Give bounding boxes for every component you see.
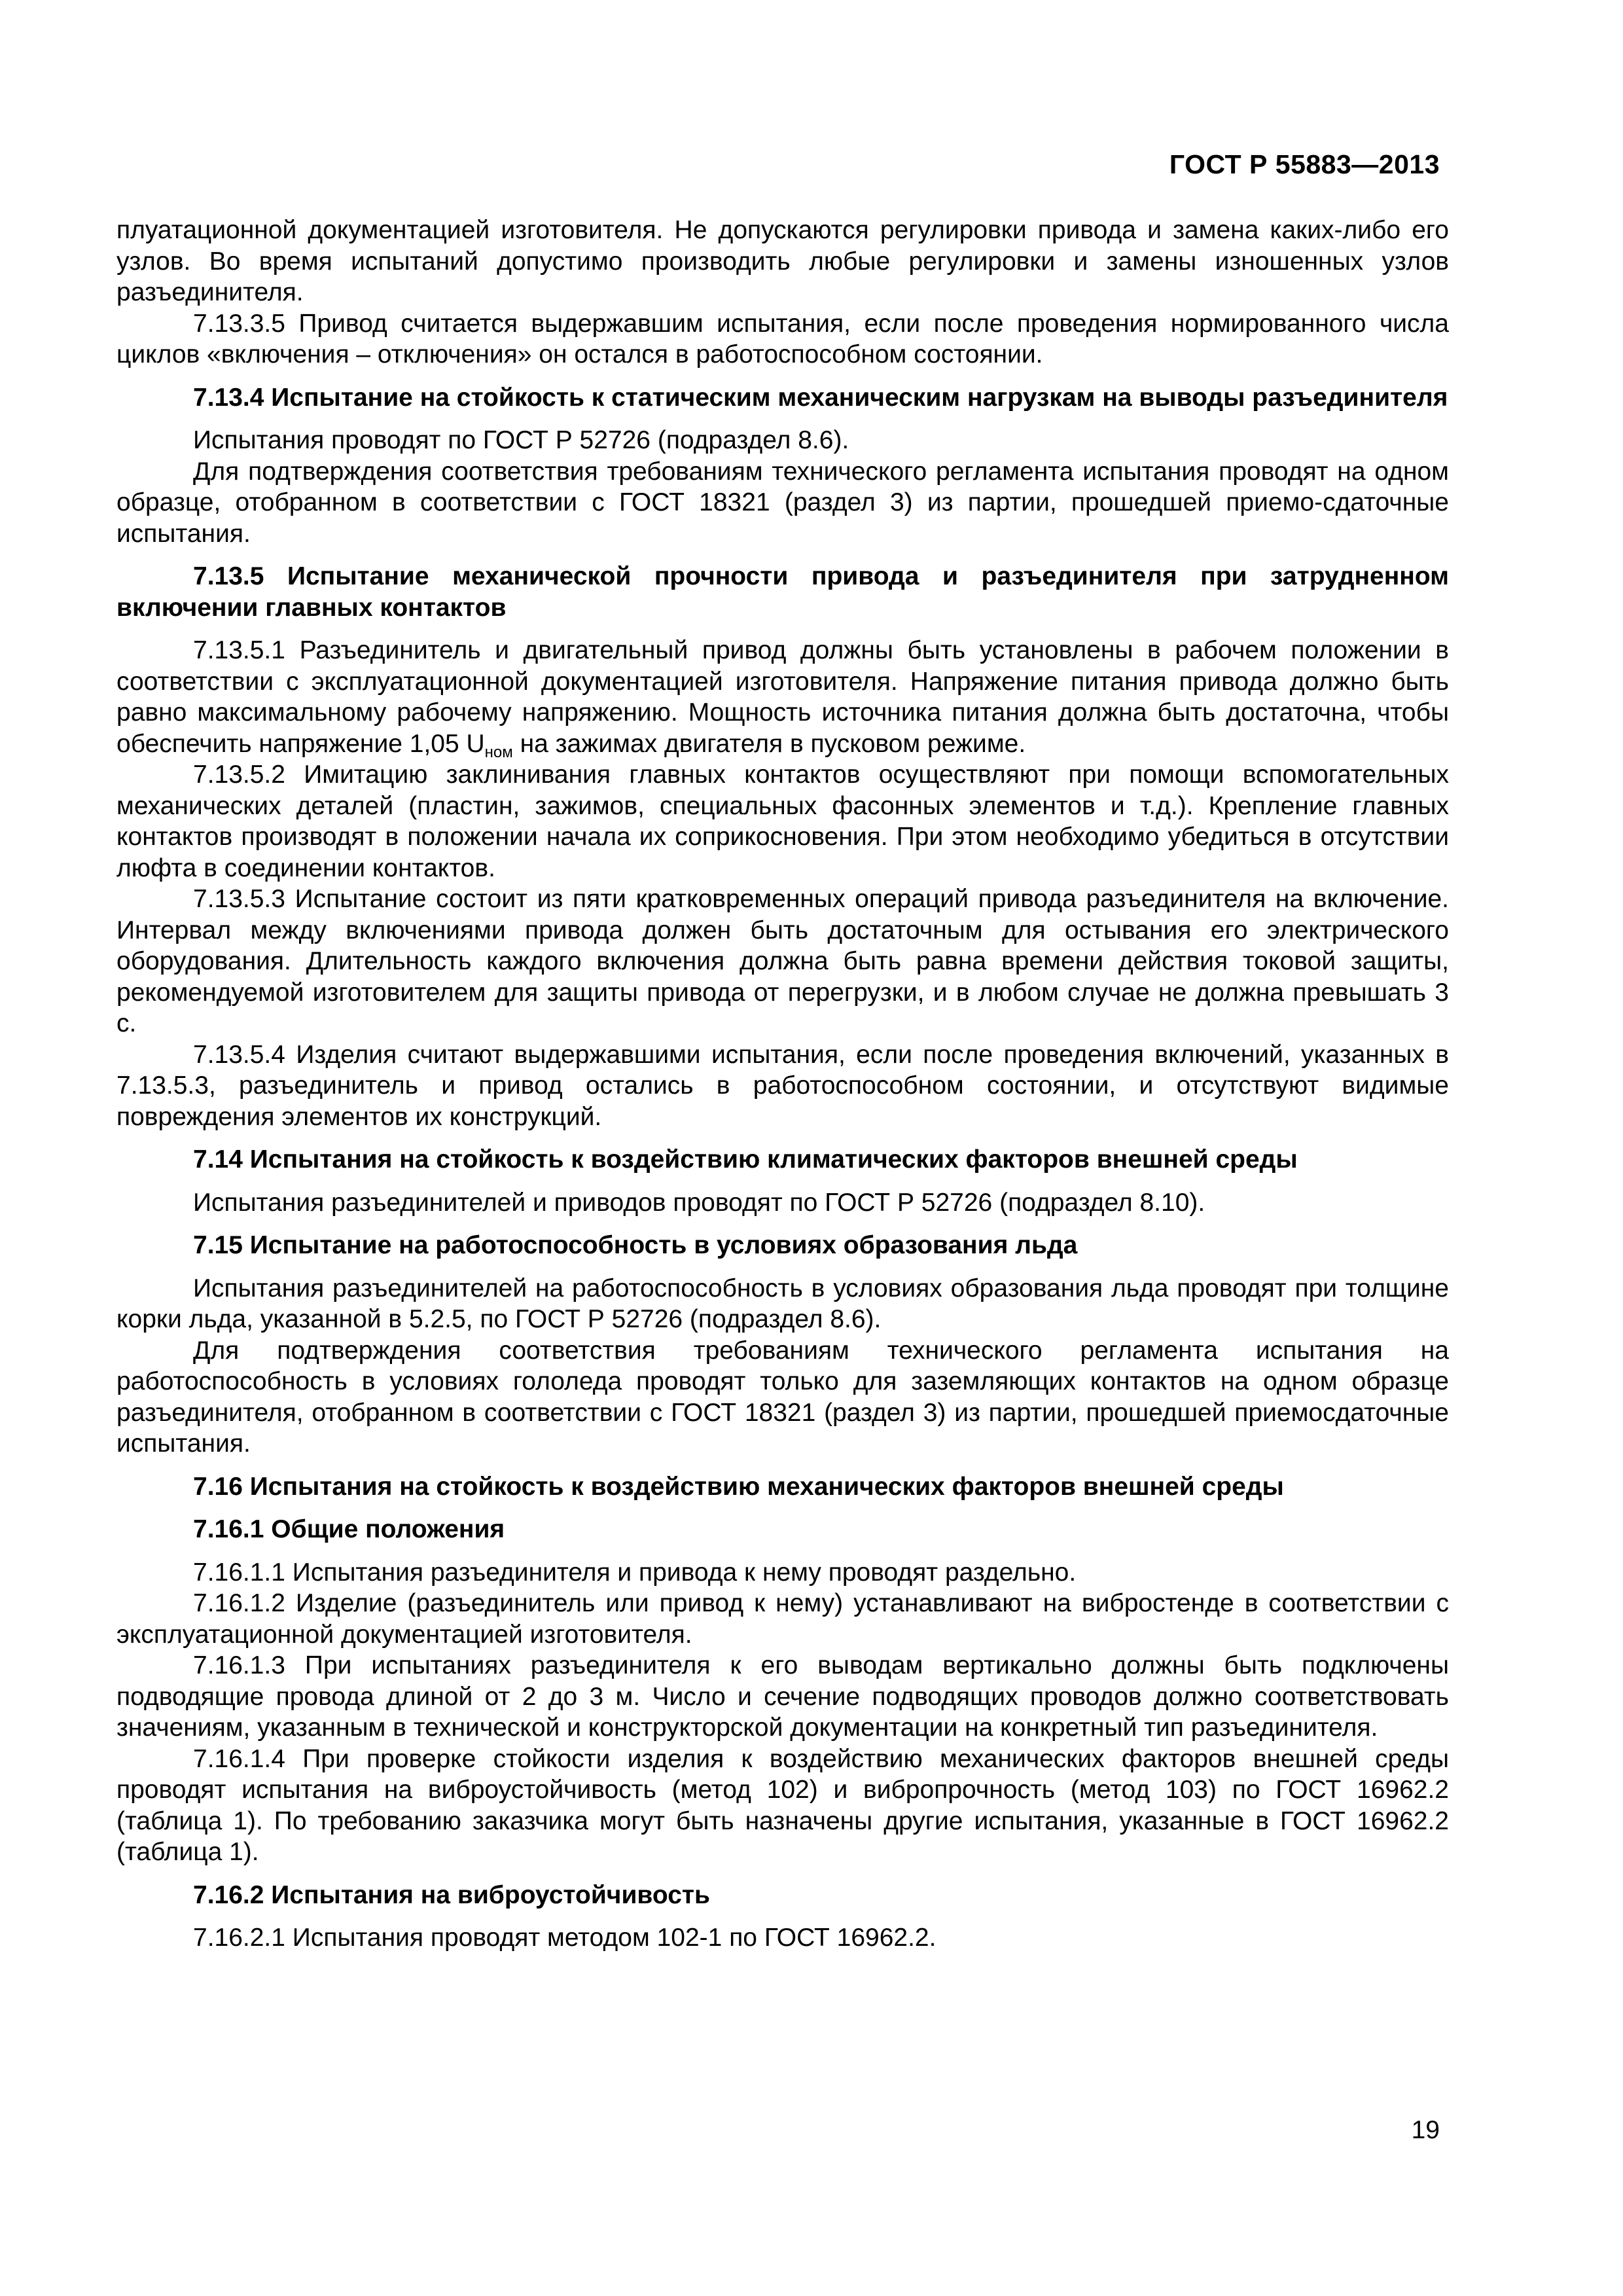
page-number: 19 <box>1411 2116 1440 2144</box>
paragraph: Для подтверждения соответствия требованиям технического регламента испытания на работоспособность в условиях гололеда проводят только для заземляющих контактов на одном образце разъединителя, отобранном в соответствии с ГОСТ 18321 (раздел 3) из партии, прошедшей приемосдаточные испытания. <box>116 1336 1449 1458</box>
paragraph: 7.13.5.2 Имитацию заклинивания главных контактов осуществляют при помощи вспомогательных механических деталей (пластин, зажимов, специальных фасонных элементов и т.д.). Крепление главных контактов производят в положении начала их соприкосновения. При этом необходимо убедиться в отсутствии люфта в соединении контактов. <box>116 761 1449 882</box>
paragraph: Испытания проводят по ГОСТ Р 52726 (подраздел 8.6). <box>193 426 849 454</box>
section-heading-7-13-5: 7.13.5 Испытание механической прочности привода и разъединителя при затрудненном включении главных контактов <box>116 562 1449 622</box>
paragraph: плуатационной документацией изготовителя. Не допускаются регулировки привода и замена каких-либо его узлов. Во время испытаний допустимо производить любые регулировки и замены изношенных узлов разъединителя. <box>116 216 1449 306</box>
paragraph: 7.16.2.1 Испытания проводят методом 102-1 по ГОСТ 16962.2. <box>193 1924 936 1952</box>
section-heading-7-16-2: 7.16.2 Испытания на виброустойчивость <box>193 1880 710 1909</box>
paragraph-text: на зажимах двигателя в пусковом режиме. <box>512 729 1026 758</box>
section-heading-7-16: 7.16 Испытания на стойкость к воздействию механических факторов внешней среды <box>193 1472 1284 1501</box>
paragraph: 7.16.1.3 При испытаниях разъединителя к его выводам вертикально должны быть подключены подводящие провода длиной от 2 до 3 м. Число и сечение подводящих проводов должно соответствовать значениям, указанным в технической и конструкторской документации на конкретный тип разъединителя. <box>116 1651 1449 1742</box>
document-header: ГОСТ Р 55883—2013 <box>1169 149 1440 179</box>
paragraph: 7.13.5.4 Изделия считают выдержавшими испытания, если после проведения включений, указанных в 7.13.5.3, разъединитель и привод остались в работоспособном состоянии, и отсутствуют видимые повреждения элементов их конструкций. <box>116 1040 1449 1131</box>
paragraph-7-13-5-1 <box>116 635 1449 759</box>
paragraph: 7.16.1.4 При проверке стойкости изделия к воздействию механических факторов внешней среды проводят испытания на виброустойчивость (метод 102) и вибропрочность (метод 103) по ГОСТ 16962.2 (таблица 1). По требованию заказчика могут быть назначены другие испытания, указанные в ГОСТ 16962.2 (таблица 1). <box>116 1744 1449 1866</box>
paragraph: 7.13.3.5 Привод считается выдержавшим испытания, если после проведения нормированного числа циклов «включения – отключения» он остался в работоспособном состоянии. <box>116 309 1449 368</box>
paragraph: Для подтверждения соответствия требованиям технического регламента испытания проводят на одном образце, отобранном в соответствии с ГОСТ 18321 (раздел 3) из партии, прошедшей приемо-сдаточные испытания. <box>116 457 1449 548</box>
paragraph: Испытания разъединителей на работоспособность в условиях образования льда проводят при толщине корки льда, указанной в 5.2.5, по ГОСТ Р 52726 (подраздел 8.6). <box>116 1274 1449 1333</box>
document-body <box>116 215 1449 1954</box>
paragraph: 7.16.1.2 Изделие (разъединитель или привод к нему) устанавливают на вибростенде в соответствии с эксплуатационной документацией изготовителя. <box>116 1589 1449 1649</box>
section-heading-7-15: 7.15 Испытание на работоспособность в условиях образования льда <box>193 1231 1078 1259</box>
section-heading-7-16-1: 7.16.1 Общие положения <box>193 1515 505 1543</box>
paragraph: 7.13.5.3 Испытание состоит из пяти кратковременных операций привода разъединителя на включение. Интервал между включениями привода должен быть достаточным для остывания его электрического оборудования. Длительность каждого включения должна быть равна времени действия токовой защиты, рекомендуемой изготовителем для защиты привода от перегрузки, и в любом случае не должна превышать 3 с. <box>116 885 1449 1037</box>
section-heading-7-14: 7.14 Испытания на стойкость к воздействию климатических факторов внешней среды <box>193 1145 1298 1174</box>
paragraph: Испытания разъединителей и приводов проводят по ГОСТ Р 52726 (подраздел 8.10). <box>193 1188 1205 1217</box>
subscript-nom: ном <box>484 743 513 761</box>
paragraph: 7.16.1.1 Испытания разъединителя и привода к нему проводят раздельно. <box>193 1558 1077 1587</box>
section-heading-7-13-4: 7.13.4 Испытание на стойкость к статическим механическим нагрузкам на выводы разъединителя <box>193 383 1448 412</box>
paragraph-text: 7.13.5.1 Разъединитель и двигательный привод должны быть установлены в рабочем положении в соответствии с эксплуатационной документацией изготовителя. Напряжение питания привода должно быть равно максимальному рабочему напряжению. Мощность источника питания должна быть достаточна, чтобы обеспечить напряжение 1,05 U <box>116 636 1449 758</box>
